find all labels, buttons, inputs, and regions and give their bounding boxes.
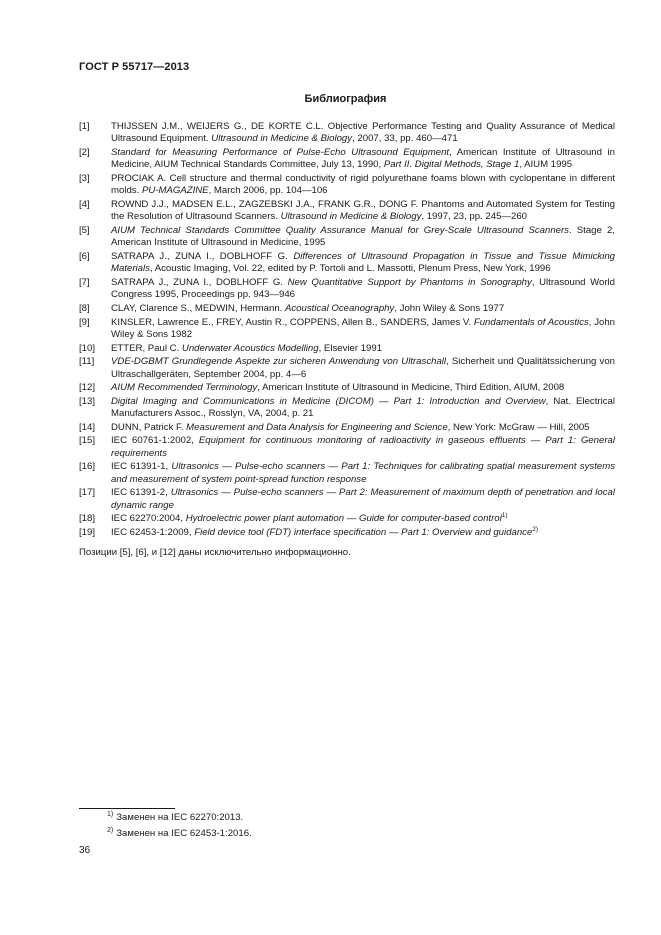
footnote-text: Заменен на IEC 62453-1:2016. <box>116 828 252 839</box>
reference-title: Fundamentals of Acoustics <box>473 316 589 328</box>
reference-number: [14] <box>79 421 96 433</box>
reference-text <box>111 147 615 172</box>
reference-text <box>111 317 615 342</box>
reference-item <box>79 303 615 315</box>
reference-part: ETTER, Paul C. <box>111 342 182 354</box>
standard-id: ГОСТ Р 55717—2013 <box>79 61 190 73</box>
reference-number: [8] <box>79 303 90 314</box>
reference-part: IEC 62270:2004, <box>111 513 186 525</box>
reference-text <box>111 396 615 421</box>
footnote-ref: 2) <box>532 525 539 533</box>
reference-part: , Nat. Electrical Manufacturers Assoc., Rosslyn, VA, 2004, p. 21 <box>111 395 615 420</box>
reference-text <box>111 422 615 434</box>
reference-part: , John Wiley & Sons 1982 <box>111 316 615 340</box>
reference-item <box>79 199 615 224</box>
reference-item <box>79 147 615 172</box>
reference-item <box>79 173 615 198</box>
page-number: 36 <box>79 845 91 856</box>
footnote-text: Заменен на IEC 62270:2013. <box>116 812 244 823</box>
reference-text <box>111 487 615 512</box>
reference-part: , American Institute of Ultrasound in Medicine, AIUM Technical Standards Committee, July 13, 1990, <box>111 147 616 171</box>
reference-number: [12] <box>79 382 96 394</box>
reference-part: , Ultrasound World Congress 1995, Proceedings pp. 943—946 <box>111 277 615 301</box>
reference-part: , New York: McGraw — Hill, 2005 <box>447 421 590 433</box>
reference-title: Field device tool (FDT) interface specification — Part 1: Overview and guidance <box>194 526 533 538</box>
reference-text <box>111 343 615 355</box>
reference-text <box>111 382 615 394</box>
section-title: Библиография <box>304 93 387 105</box>
reference-part: , American Institute of Ultrasound in Medicine, Third Edition, AIUM, 2008 <box>257 382 565 394</box>
reference-text <box>111 121 615 146</box>
reference-title: Digital Imaging and Communications in Medicine (DICOM) — Part 1: Introduction and Overview <box>111 395 546 407</box>
reference-part: SATRAPA J., ZUNA I., DOBLHOFF G. <box>111 277 288 288</box>
reference-part: IEC 62453-1:2009, <box>111 526 195 538</box>
reference-text <box>111 461 615 486</box>
reference-item <box>79 251 615 276</box>
reference-number: [4] <box>79 199 90 210</box>
reference-item <box>79 422 615 434</box>
reference-item <box>79 527 615 539</box>
reference-part: PROCIAK A. Cell structure and thermal conductivity of rigid polyurethane foams blown with cyclopentane in different molds. <box>111 173 615 197</box>
reference-item <box>79 343 615 355</box>
reference-number: [11] <box>79 356 95 368</box>
footnote-2 <box>107 828 252 839</box>
reference-title: Ultrasound in Medicine & Biology <box>211 133 353 145</box>
reference-number: [2] <box>79 147 90 158</box>
reference-text <box>111 251 615 276</box>
reference-part: DUNN, Patrick F. <box>111 421 187 433</box>
reference-text <box>111 356 615 381</box>
reference-title: Ultrasonics — Pulse-echo scanners — Part 2: Measurement of maximum depth of penetration and local dynamic range <box>111 487 615 511</box>
reference-title: Equipment for continuous monitoring of radioactivity in gaseous effluents — Part 1: General requirements <box>111 435 615 459</box>
reference-text <box>111 303 615 315</box>
bibliography-list <box>79 121 615 541</box>
reference-number: [1] <box>79 121 90 132</box>
footnote-mark: 1) <box>107 810 114 818</box>
reference-part: , 1997, 23, pp. 245—260 <box>421 211 528 223</box>
reference-title: Differences of Ultrasound Propagation in Tissue and Tissue Mimicking Materials <box>111 251 615 275</box>
reference-item <box>79 317 615 342</box>
reference-part: , Sicherheit und Qualitätssicherung von Ultraschallgeräten, September 2004, pp. 4—6 <box>111 356 616 380</box>
reference-part: IEC 61391-1, <box>111 461 172 473</box>
reference-number: [7] <box>79 277 90 288</box>
reference-part: , John Wiley & Sons 1977 <box>394 303 505 314</box>
footnote-ref: 1) <box>501 512 508 520</box>
reference-number: [19] <box>79 526 96 538</box>
reference-title: AIUM Technical Standards Committee Quality Assurance Manual for Grey-Scale Ultrasound Scanners <box>111 225 569 236</box>
reference-part: CLAY, Clarence S., MEDWIN, Hermann. <box>111 303 285 314</box>
reference-part: , 2007, 33, pp. 460—471 <box>352 133 458 145</box>
reference-title: VDE-DGBMT Grundlegende Aspekte zur sicheren Anwendung von Ultraschall <box>111 356 447 368</box>
reference-item <box>79 277 615 302</box>
reference-text <box>111 173 615 198</box>
reference-part: THIJSSEN J.M., WEIJERS G., DE KORTE C.L. Objective Performance Testing and Quality Assurance of Medical Ultrasound Equipment. <box>111 121 615 145</box>
reference-number: [5] <box>79 225 90 236</box>
reference-title: New Quantitative Support by Phantoms in Sonography <box>287 277 532 288</box>
reference-part: , AIUM 1995 <box>519 159 573 171</box>
reference-part: , Elsevier 1991 <box>318 342 383 354</box>
reference-part: . Stage 2, American Institute of Ultrasound in Medicine, 1995 <box>111 225 615 249</box>
reference-text <box>111 199 615 224</box>
reference-text <box>111 527 615 539</box>
reference-item <box>79 487 615 512</box>
reference-part: ROWND J.J., MADSEN E.L., ZAGZEBSKI J.A., FRANK G.R., DONG F. Phantoms and Automated System for Testing the Resolution of Ultrasound Scanners. <box>111 199 615 223</box>
reference-item <box>79 461 615 486</box>
reference-part: KINSLER, Lawrence E., FREY, Austin R., COPPENS, Allen B., SANDERS, James V. <box>111 316 474 328</box>
reference-part: , Acoustic Imaging, Vol. 22, edited by P. Tortoli and L. Massotti, Plenum Press, New York, 1996 <box>149 263 551 275</box>
reference-title: Hydroelectric power plant automation — Guide for computer-based control <box>185 513 502 525</box>
reference-title: Underwater Acoustics Modelling <box>181 342 319 354</box>
reference-number: [10] <box>79 342 96 354</box>
reference-part: IEC 60761-1:2002, <box>111 435 199 447</box>
reference-text <box>111 513 615 525</box>
reference-title: Ultrasound in Medicine & Biology <box>280 211 422 223</box>
reference-number: [6] <box>79 251 90 262</box>
reference-part: IEC 61391-2, <box>111 487 171 499</box>
reference-number: [15] <box>79 435 96 447</box>
reference-item <box>79 121 615 146</box>
reference-title: Acoustical Oceanography <box>284 303 395 314</box>
reference-text <box>111 225 615 250</box>
reference-item <box>79 225 615 250</box>
reference-part: , March 2006, pp. 104—106 <box>208 185 328 197</box>
reference-item <box>79 382 615 394</box>
reference-title: AIUM Recommended Terminology <box>111 382 258 394</box>
footnote-mark: 2) <box>107 826 114 834</box>
reference-item <box>79 513 615 525</box>
reference-number: [18] <box>79 513 96 525</box>
reference-item <box>79 435 615 460</box>
reference-title: Standard for Measuring Performance of Pulse-Echo Ultrasound Equipment <box>111 147 450 158</box>
reference-number: [16] <box>79 461 96 473</box>
footnote-1 <box>107 812 243 823</box>
reference-text <box>111 435 615 460</box>
reference-item <box>79 356 615 381</box>
informative-note: Позиции [5], [6], и [12] даны исключительно информационно. <box>79 547 351 558</box>
reference-text <box>111 277 615 302</box>
reference-number: [3] <box>79 173 90 184</box>
reference-number: [13] <box>79 395 96 407</box>
reference-title: Ultrasonics — Pulse-echo scanners — Part 1: Techniques for calibrating spatial measurement systems and measurement of system point-spread function response <box>111 461 615 485</box>
footnote-separator <box>79 808 175 809</box>
reference-title: Measurement and Data Analysis for Engineering and Science <box>186 421 448 433</box>
reference-title: PU-MAGAZINE <box>141 185 209 197</box>
reference-part: SATRAPA J., ZUNA I., DOBLHOFF G. <box>111 251 294 262</box>
reference-number: [17] <box>79 487 96 499</box>
reference-number: [9] <box>79 316 90 328</box>
reference-item <box>79 396 615 421</box>
reference-title: Part II. Digital Methods, Stage 1 <box>383 159 520 171</box>
